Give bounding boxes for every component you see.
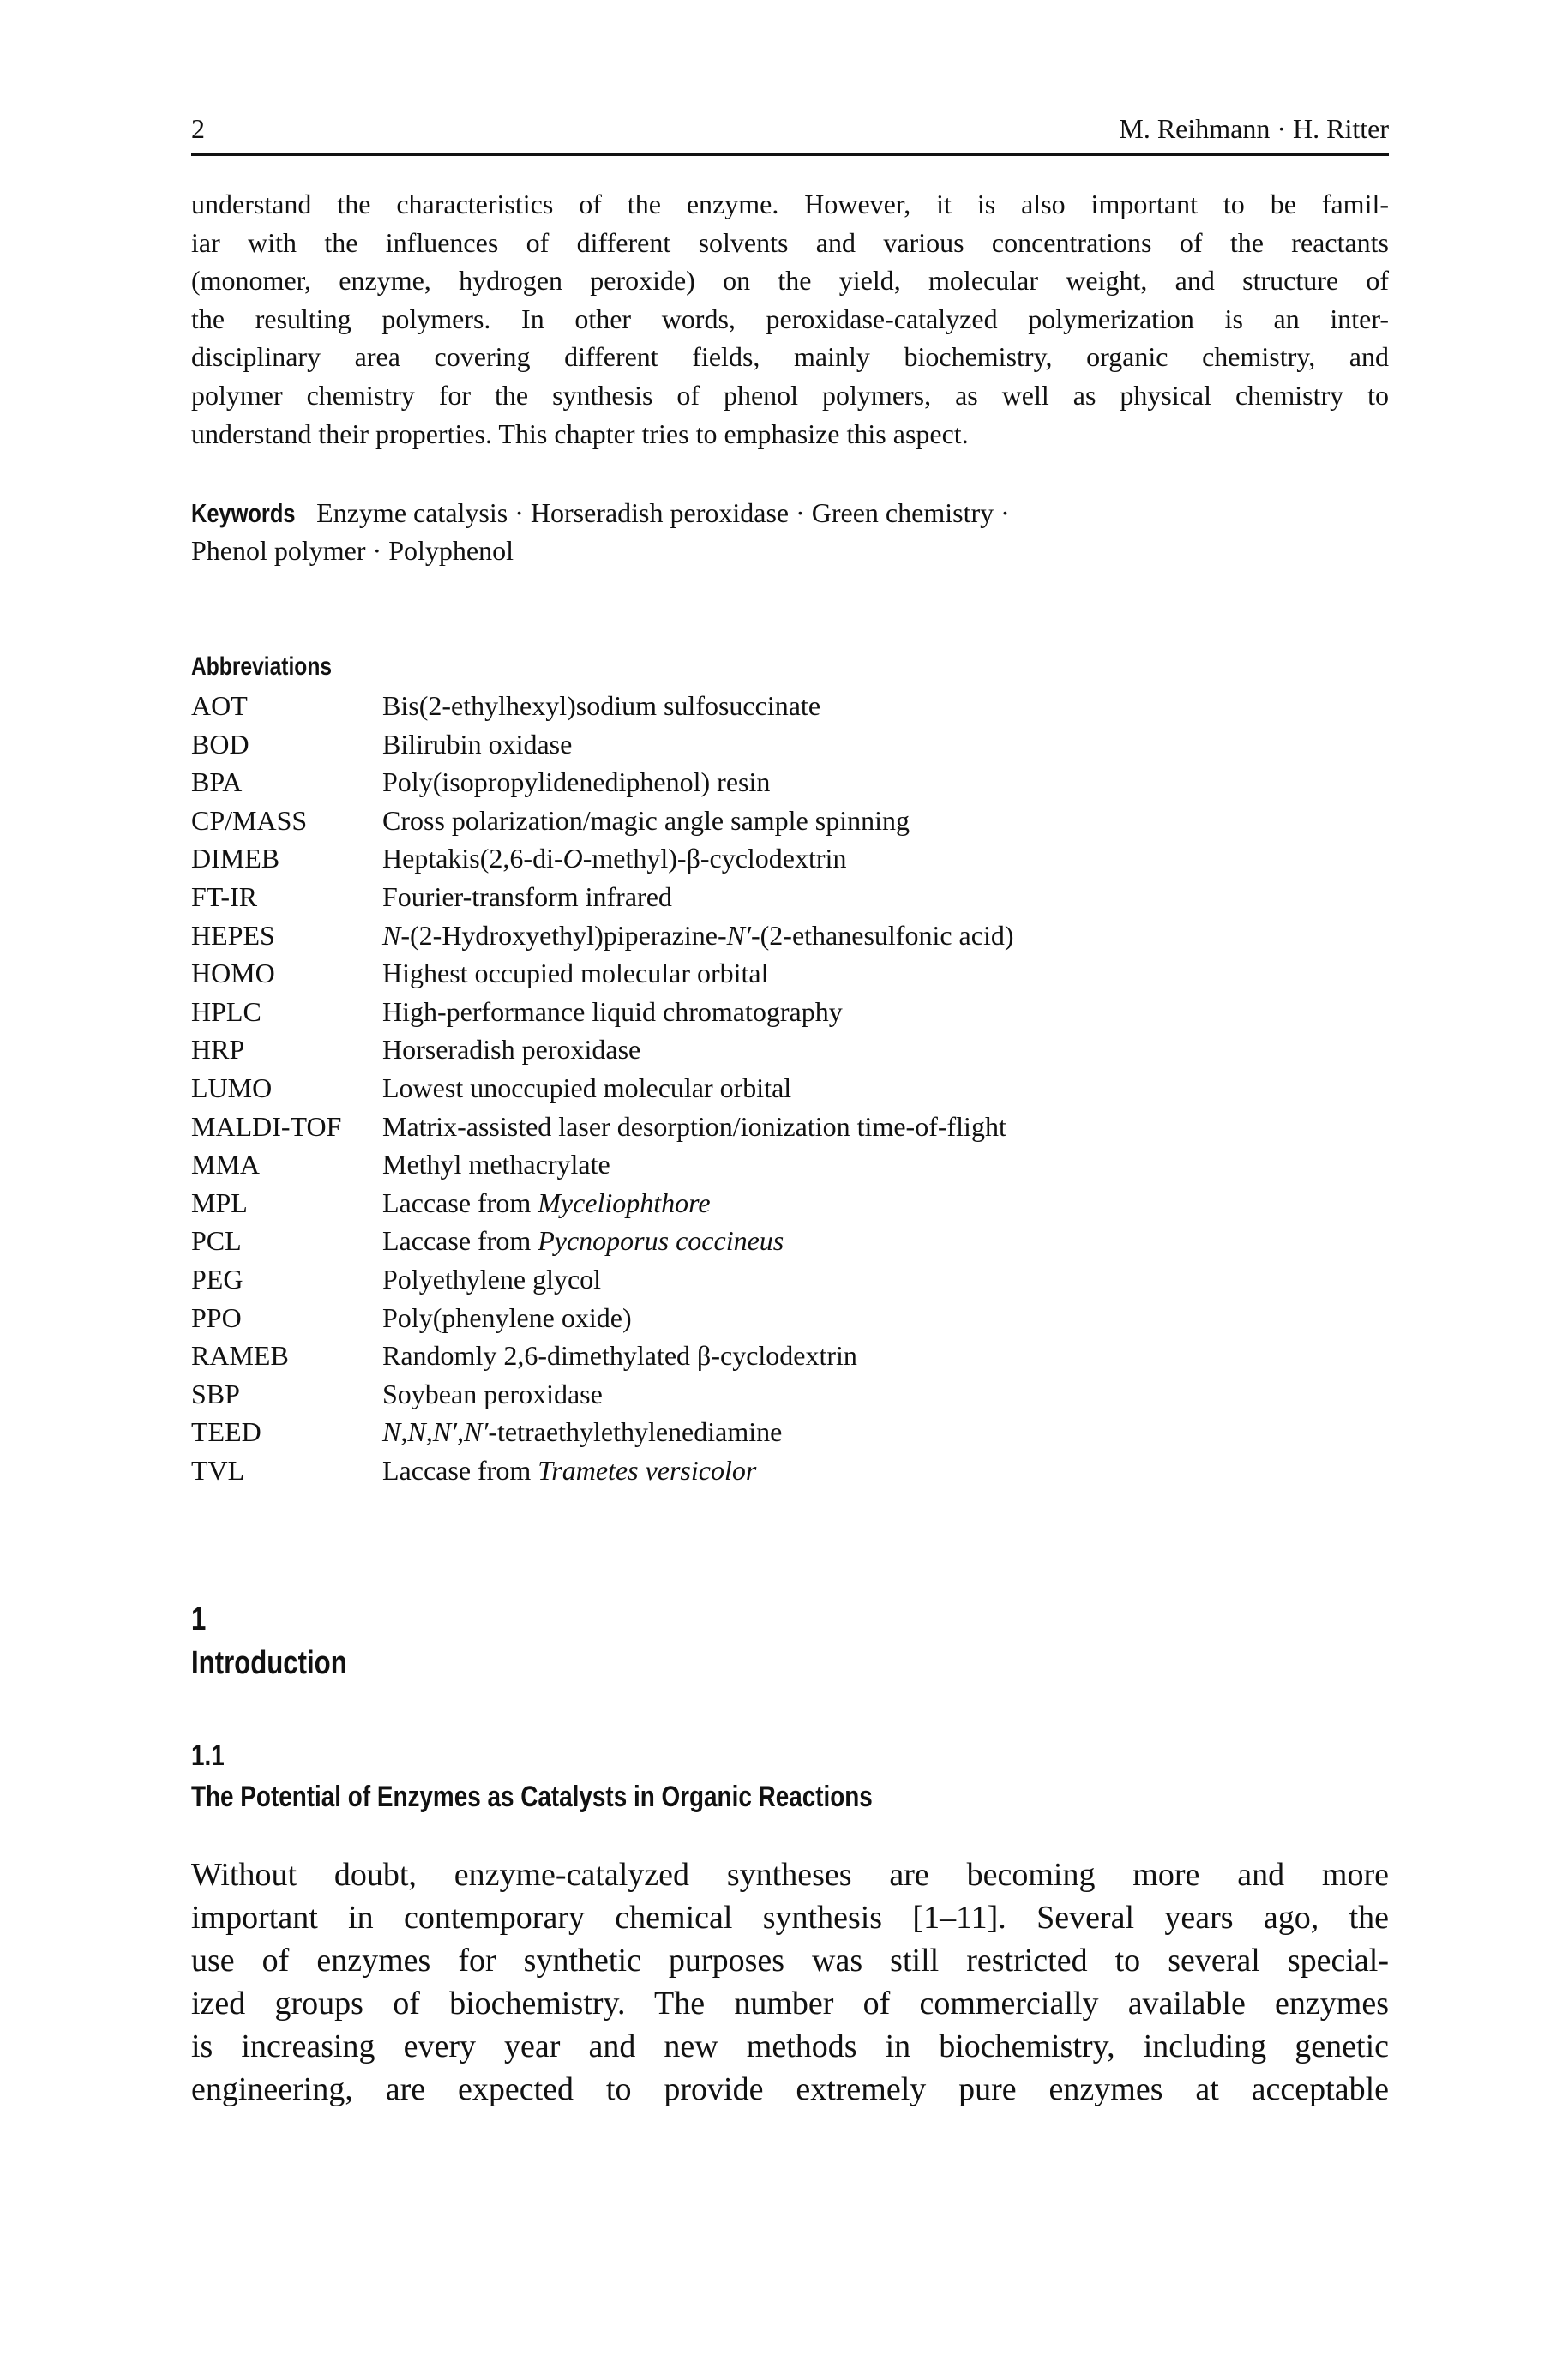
abbreviation-term: BOD: [191, 728, 249, 760]
definition-segment: Methyl methacrylate: [382, 1149, 610, 1180]
abbreviation-term: RAMEB: [191, 1340, 289, 1372]
keywords-line-2: Phenol polymer · Polyphenol: [191, 535, 514, 566]
definition-segment: Soybean peroxidase: [382, 1378, 603, 1409]
page-number: 2: [191, 113, 205, 144]
definition-segment: Trametes versicolor: [538, 1455, 757, 1486]
abbreviation-term: PPO: [191, 1301, 242, 1333]
abbreviation-term: SBP: [191, 1378, 240, 1409]
abbreviation-definition: [382, 1301, 632, 1335]
abbreviation-definition: [382, 841, 846, 875]
abbreviation-definition: [382, 1453, 756, 1487]
definition-segment: Myceliophthore: [538, 1186, 711, 1218]
abbreviation-term: HRP: [191, 1034, 245, 1066]
body-line: engineering, are expected to provide extremely pure enzymes at acceptable: [191, 2071, 1389, 2107]
definition-segment: Heptakis(2,6-di-: [382, 843, 563, 874]
abbreviation-term: HEPES: [191, 919, 275, 951]
definition-segment: -methyl)-β-cyclodextrin: [582, 843, 847, 874]
definition-segment: -(2-Hydroxyethyl)piperazine-: [400, 919, 727, 951]
definition-segment: Cross polarization/magic angle sample spinning: [382, 804, 910, 836]
abbreviation-term: TVL: [191, 1455, 245, 1486]
abstract-line: iar with the influences of different solvents and various concentrations of the reactants: [191, 226, 1389, 258]
abbreviation-definition: [382, 1338, 857, 1373]
definition-segment: Polyethylene glycol: [382, 1264, 602, 1295]
definition-segment: Laccase from: [382, 1455, 538, 1486]
abbreviation-definition: [382, 765, 770, 799]
abbreviation-term: LUMO: [191, 1072, 273, 1103]
subsection-title: The Potential of Enzymes as Catalysts in Organic Reactions: [191, 1781, 873, 1813]
abbreviation-term: PCL: [191, 1225, 242, 1257]
abstract-line: the resulting polymers. In other words, peroxidase-catalyzed polymerization is an inter-: [191, 303, 1389, 334]
abbreviation-definition: [382, 1262, 601, 1296]
abbreviation-term: MALDI-TOF: [191, 1110, 342, 1142]
definition-segment: Lowest unoccupied molecular orbital: [382, 1072, 792, 1103]
definition-segment: -tetraethylethylenediamine: [488, 1416, 783, 1448]
running-header-authors: M. Reihmann · H. Ritter: [1119, 113, 1389, 144]
abbreviation-definition: [382, 918, 1013, 952]
abbreviation-definition: [382, 1032, 640, 1066]
abbreviation-term: CP/MASS: [191, 804, 308, 836]
abstract-line: polymer chemistry for the synthesis of phenol polymers, as well as physical chemistry to: [191, 380, 1389, 411]
abbreviation-term: BPA: [191, 766, 243, 798]
abbreviation-term: MPL: [191, 1186, 248, 1218]
abbreviation-definition: [382, 1377, 603, 1411]
abbreviation-term: MMA: [191, 1149, 261, 1180]
abstract-line: understand their properties. This chapter tries to emphasize this aspect.: [191, 418, 969, 449]
abbreviation-definition: [382, 880, 672, 914]
body-line: ized groups of biochemistry. The number of commercially available enzymes: [191, 1986, 1389, 2022]
definition-segment: O: [562, 843, 583, 874]
definition-segment: -(2-ethanesulfonic acid): [750, 919, 1014, 951]
abbreviation-definition: [382, 803, 910, 838]
abbreviation-definition: [382, 1415, 782, 1449]
definition-segment: Bis(2-ethylhexyl)sodium sulfosuccinate: [382, 690, 821, 721]
abbreviation-term: HOMO: [191, 958, 275, 989]
abbreviation-definition: [382, 1147, 610, 1181]
abbreviation-term: AOT: [191, 690, 248, 721]
abstract-line: understand the characteristics of the enzyme. However, it is also important to be famil-: [191, 189, 1389, 219]
abbreviation-term: FT-IR: [191, 881, 258, 912]
abbreviation-definition: [382, 956, 769, 990]
abbreviation-term: DIMEB: [191, 843, 280, 874]
abbreviation-definition: [382, 1223, 784, 1258]
abbreviation-term: HPLC: [191, 995, 261, 1027]
definition-segment: Matrix-assisted laser desorption/ionization time-of-flight: [382, 1110, 1006, 1142]
section-title: Introduction: [191, 1645, 347, 1681]
abbreviation-definition: [382, 1109, 1006, 1144]
definition-segment: High-performance liquid chromatography: [382, 995, 843, 1027]
body-line: use of enzymes for synthetic purposes was still restricted to several special-: [191, 1943, 1389, 1979]
definition-segment: Fourier-transform infrared: [382, 881, 672, 912]
keywords-line-1: [191, 496, 1010, 531]
body-line: Without doubt, enzyme-catalyzed syntheses are becoming more and more: [191, 1857, 1389, 1893]
definition-segment: Bilirubin oxidase: [382, 728, 573, 760]
keywords-label: Keywords: [191, 498, 296, 528]
definition-segment: Poly(phenylene oxide): [382, 1301, 632, 1333]
definition-segment: Laccase from: [382, 1225, 538, 1257]
definition-segment: N′: [726, 919, 751, 951]
definition-segment: N,N,N′,N′: [382, 1416, 489, 1448]
definition-segment: Pycnoporus coccineus: [538, 1225, 784, 1257]
definition-segment: Laccase from: [382, 1186, 538, 1218]
header-rule: [191, 153, 1389, 156]
abbreviation-definition: [382, 994, 843, 1029]
abstract-line: (monomer, enzyme, hydrogen peroxide) on the yield, molecular weight, and structure of: [191, 265, 1389, 297]
definition-segment: Randomly 2,6-dimethylated β-cyclodextrin: [382, 1340, 857, 1372]
abbreviation-term: TEED: [191, 1416, 261, 1448]
abbreviation-definition: [382, 688, 820, 723]
definition-segment: N: [382, 919, 401, 951]
abbreviation-term: PEG: [191, 1264, 243, 1295]
abbreviation-definition: [382, 1186, 711, 1220]
abbreviation-definition: [382, 1071, 791, 1105]
definition-segment: Poly(isopropylidenediphenol) resin: [382, 766, 771, 798]
subsection-number: 1.1: [191, 1739, 225, 1772]
section-number: 1: [191, 1601, 207, 1637]
abbreviation-definition: [382, 727, 572, 761]
definition-segment: Highest occupied molecular orbital: [382, 958, 769, 989]
definition-segment: Horseradish peroxidase: [382, 1034, 641, 1066]
keywords-text: Enzyme catalysis · Horseradish peroxidase · Green chemistry ·: [316, 497, 1010, 528]
abstract-line: disciplinary area covering different fields, mainly biochemistry, organic chemistry, and: [191, 341, 1389, 373]
body-line: is increasing every year and new methods in biochemistry, including genetic: [191, 2028, 1389, 2064]
abbreviations-heading: Abbreviations: [191, 652, 333, 681]
body-line: important in contemporary chemical synthesis [1–11]. Several years ago, the: [191, 1900, 1389, 1936]
